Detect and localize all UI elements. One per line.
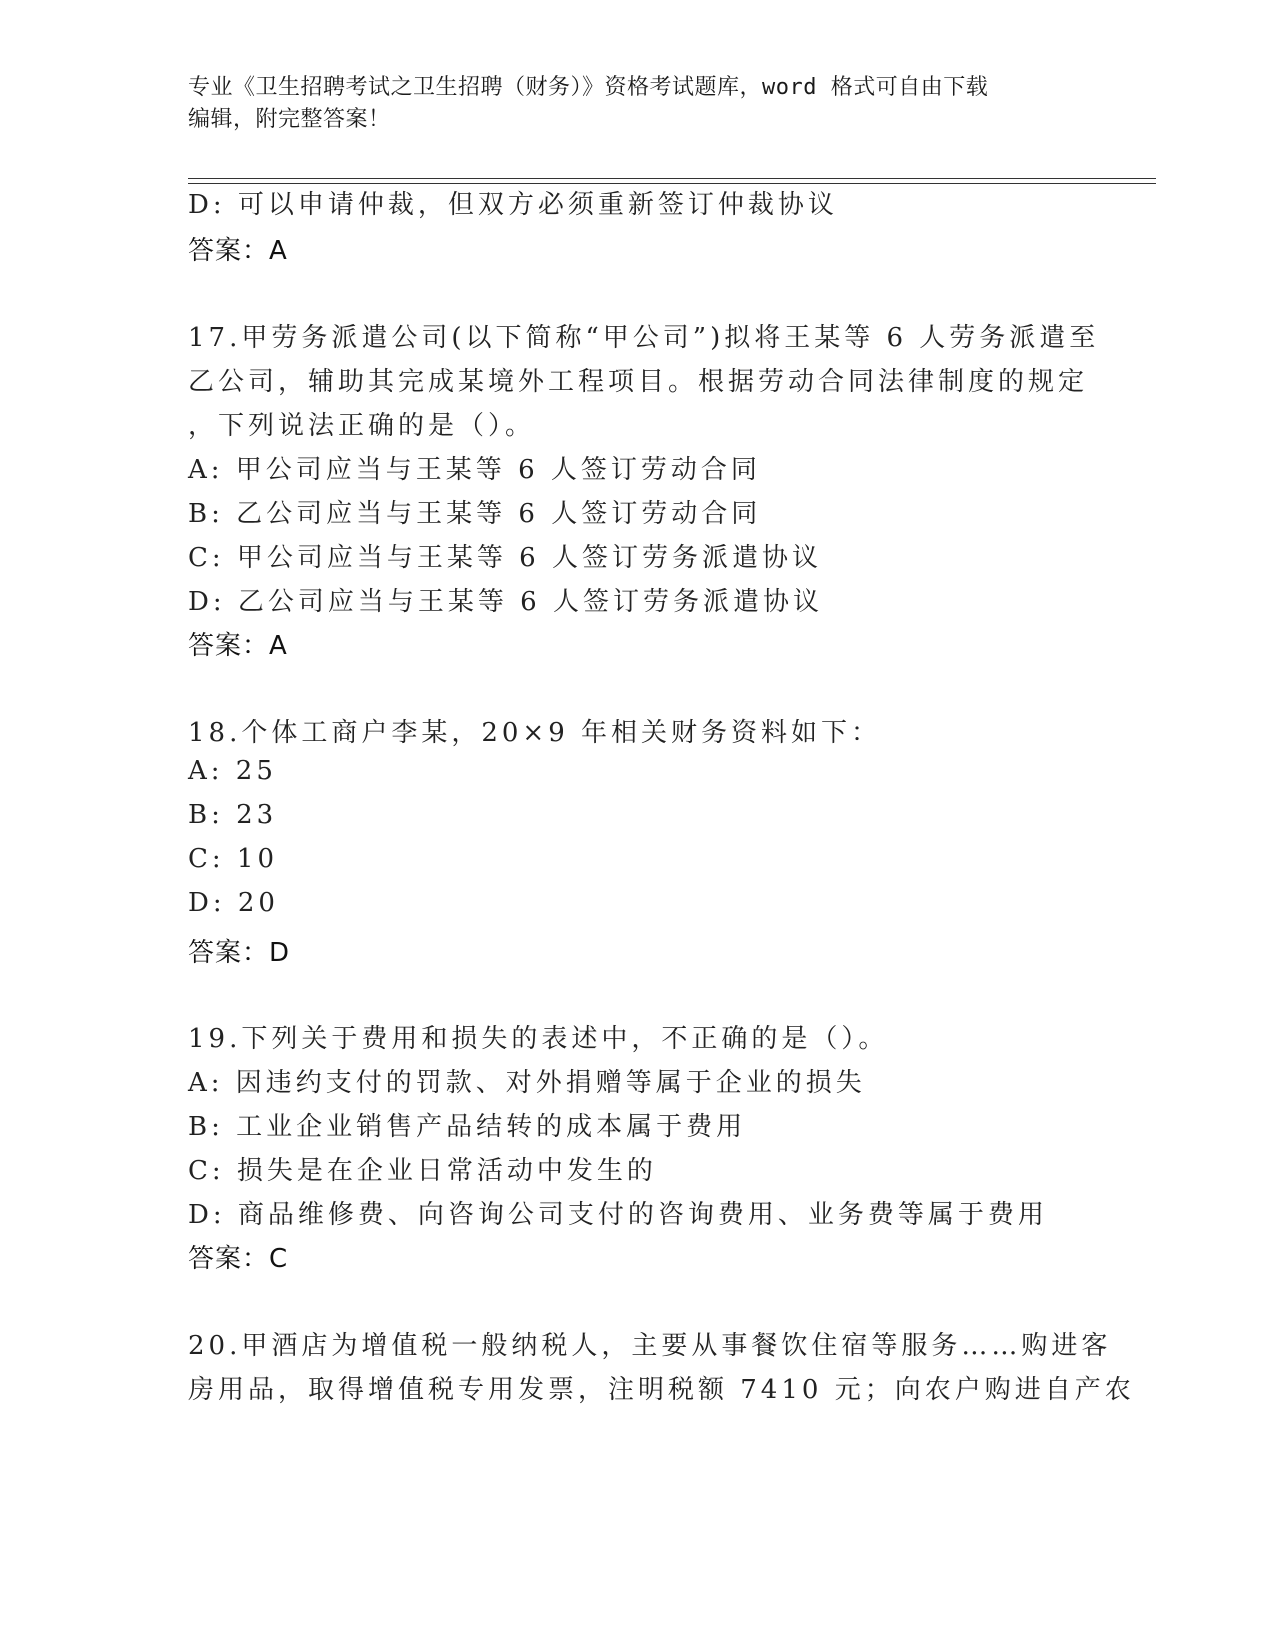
header-line-1: 专业《卫生招聘考试之卫生招聘（财务）》资格考试题库，word 格式可自由下载	[188, 75, 989, 100]
q17-stem-line-1: 17.甲劳务派遣公司(以下简称“甲公司”)拟将王某等 6 人劳务派遣至	[188, 323, 1100, 353]
q18-option-a: A: 25	[188, 756, 277, 786]
q19-option-d: D: 商品维修费、向咨询公司支付的咨询费用、业务费等属于费用	[188, 1200, 1048, 1230]
q19-option-a: A: 因违约支付的罚款、对外捐赠等属于企业的损失	[188, 1068, 866, 1098]
q19-answer: 答案：C	[188, 1244, 289, 1274]
q20-stem-line-2: 房用品，取得增值税专用发票，注明税额 7410 元；向农户购进自产农	[188, 1375, 1135, 1405]
q17-stem-line-2: 乙公司，辅助其完成某境外工程项目。根据劳动合同法律制度的规定	[188, 367, 1089, 397]
q19-stem: 19.下列关于费用和损失的表述中，不正确的是（）。	[188, 1024, 889, 1054]
header-line-2: 编辑，附完整答案！	[188, 107, 391, 132]
q17-option-a: A: 甲公司应当与王某等 6 人签订劳动合同	[188, 455, 761, 485]
q17-option-b: B: 乙公司应当与王某等 6 人签订劳动合同	[188, 499, 762, 529]
q17-option-c: C: 甲公司应当与王某等 6 人签订劳务派遣协议	[188, 543, 822, 573]
q18-answer: 答案：D	[188, 938, 291, 968]
q20-stem-line-1: 20.甲酒店为增值税一般纳税人，主要从事餐饮住宿等服务……购进客	[188, 1331, 1112, 1361]
q18-stem: 18.个体工商户李某，20×9 年相关财务资料如下：	[188, 718, 882, 748]
document-header	[188, 72, 1088, 136]
q17-stem-line-3: ，下列说法正确的是（）。	[188, 411, 536, 441]
q16-answer: 答案：A	[188, 236, 288, 266]
q19-option-b: B: 工业企业销售产品结转的成本属于费用	[188, 1112, 747, 1142]
q18-option-c: C: 10	[188, 844, 279, 874]
q18-option-d: D: 20	[188, 888, 279, 918]
q16-option-d: D: 可以申请仲裁，但双方必须重新签订仲裁协议	[188, 190, 838, 220]
q19-option-c: C: 损失是在企业日常活动中发生的	[188, 1156, 657, 1186]
q18-option-b: B: 23	[188, 800, 278, 830]
q17-option-d: D: 乙公司应当与王某等 6 人签订劳务派遣协议	[188, 587, 823, 617]
q17-answer: 答案：A	[188, 631, 288, 661]
